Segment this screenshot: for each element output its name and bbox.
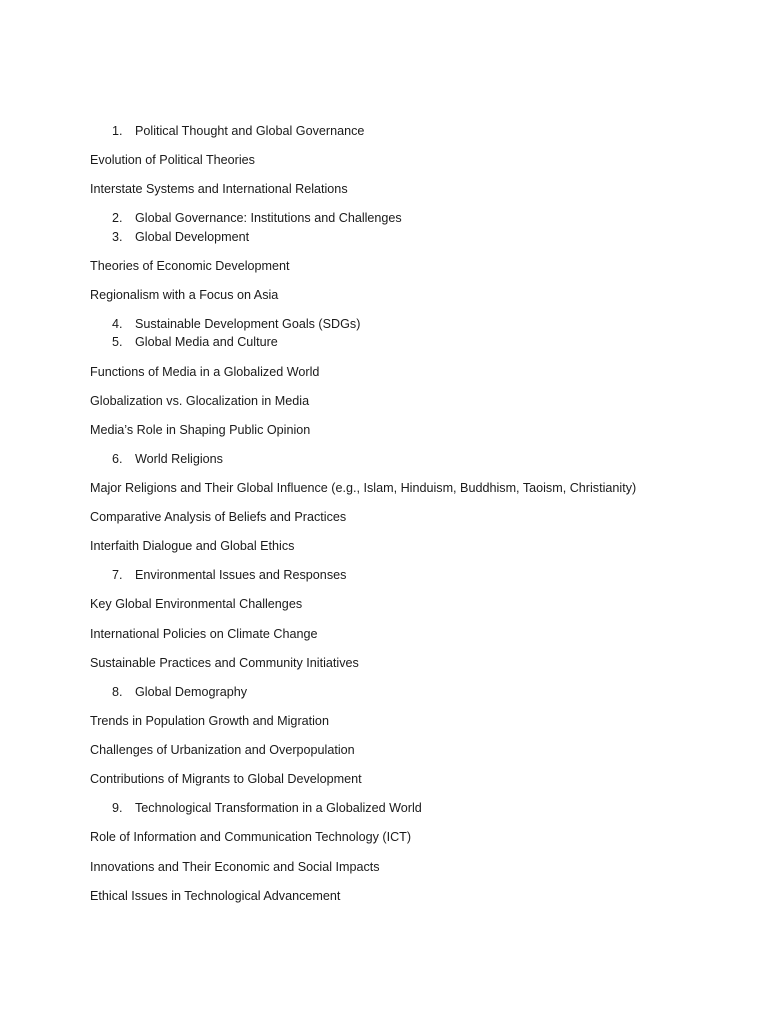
numbered-item-5 [112, 334, 278, 350]
paragraph: Media’s Role in Shaping Public Opinion [90, 423, 311, 437]
paragraph: Evolution of Political Theories [90, 153, 255, 167]
item-text: Global Development [135, 230, 250, 244]
paragraph: Interstate Systems and International Relations [90, 182, 348, 196]
item-number: 5. [112, 335, 123, 349]
paragraph: Major Religions and Their Global Influence (e.g., Islam, Hinduism, Buddhism, Taoism, Christianity) [90, 481, 637, 495]
item-number: 1. [112, 124, 123, 138]
item-number: 2. [112, 211, 123, 225]
paragraph: Comparative Analysis of Beliefs and Practices [90, 510, 347, 524]
paragraph: Sustainable Practices and Community Initiatives [90, 656, 359, 670]
item-number: 4. [112, 317, 123, 331]
item-text: Global Media and Culture [135, 335, 278, 349]
paragraph: Innovations and Their Economic and Social Impacts [90, 860, 380, 874]
paragraph: Contributions of Migrants to Global Development [90, 772, 362, 786]
numbered-item-7 [112, 567, 346, 583]
item-text: Political Thought and Global Governance [135, 124, 365, 138]
numbered-item-8 [112, 684, 247, 700]
numbered-item-6 [112, 451, 223, 467]
item-text: Global Governance: Institutions and Challenges [135, 211, 402, 225]
paragraph: Role of Information and Communication Technology (ICT) [90, 830, 412, 844]
item-text: World Religions [135, 452, 223, 466]
item-number: 8. [112, 685, 123, 699]
item-number: 6. [112, 452, 123, 466]
paragraph: Trends in Population Growth and Migration [90, 714, 329, 728]
numbered-item-4 [112, 316, 360, 332]
paragraph: International Policies on Climate Change [90, 627, 318, 641]
paragraph: Theories of Economic Development [90, 259, 290, 273]
item-number: 9. [112, 801, 123, 815]
item-text: Sustainable Development Goals (SDGs) [135, 317, 361, 331]
numbered-item-9 [112, 800, 422, 816]
paragraph: Challenges of Urbanization and Overpopulation [90, 743, 355, 757]
item-text: Global Demography [135, 685, 248, 699]
numbered-item-2 [112, 210, 402, 226]
item-number: 7. [112, 568, 123, 582]
item-text: Environmental Issues and Responses [135, 568, 347, 582]
paragraph: Regionalism with a Focus on Asia [90, 288, 279, 302]
numbered-item-3 [112, 229, 249, 245]
paragraph: Functions of Media in a Globalized World [90, 365, 320, 379]
paragraph: Globalization vs. Glocalization in Media [90, 394, 310, 408]
paragraph: Key Global Environmental Challenges [90, 597, 303, 611]
item-number: 3. [112, 230, 123, 244]
paragraph: Interfaith Dialogue and Global Ethics [90, 539, 295, 553]
paragraph: Ethical Issues in Technological Advancement [90, 889, 341, 903]
item-text: Technological Transformation in a Globalized World [135, 801, 422, 815]
numbered-item-1 [112, 123, 364, 139]
